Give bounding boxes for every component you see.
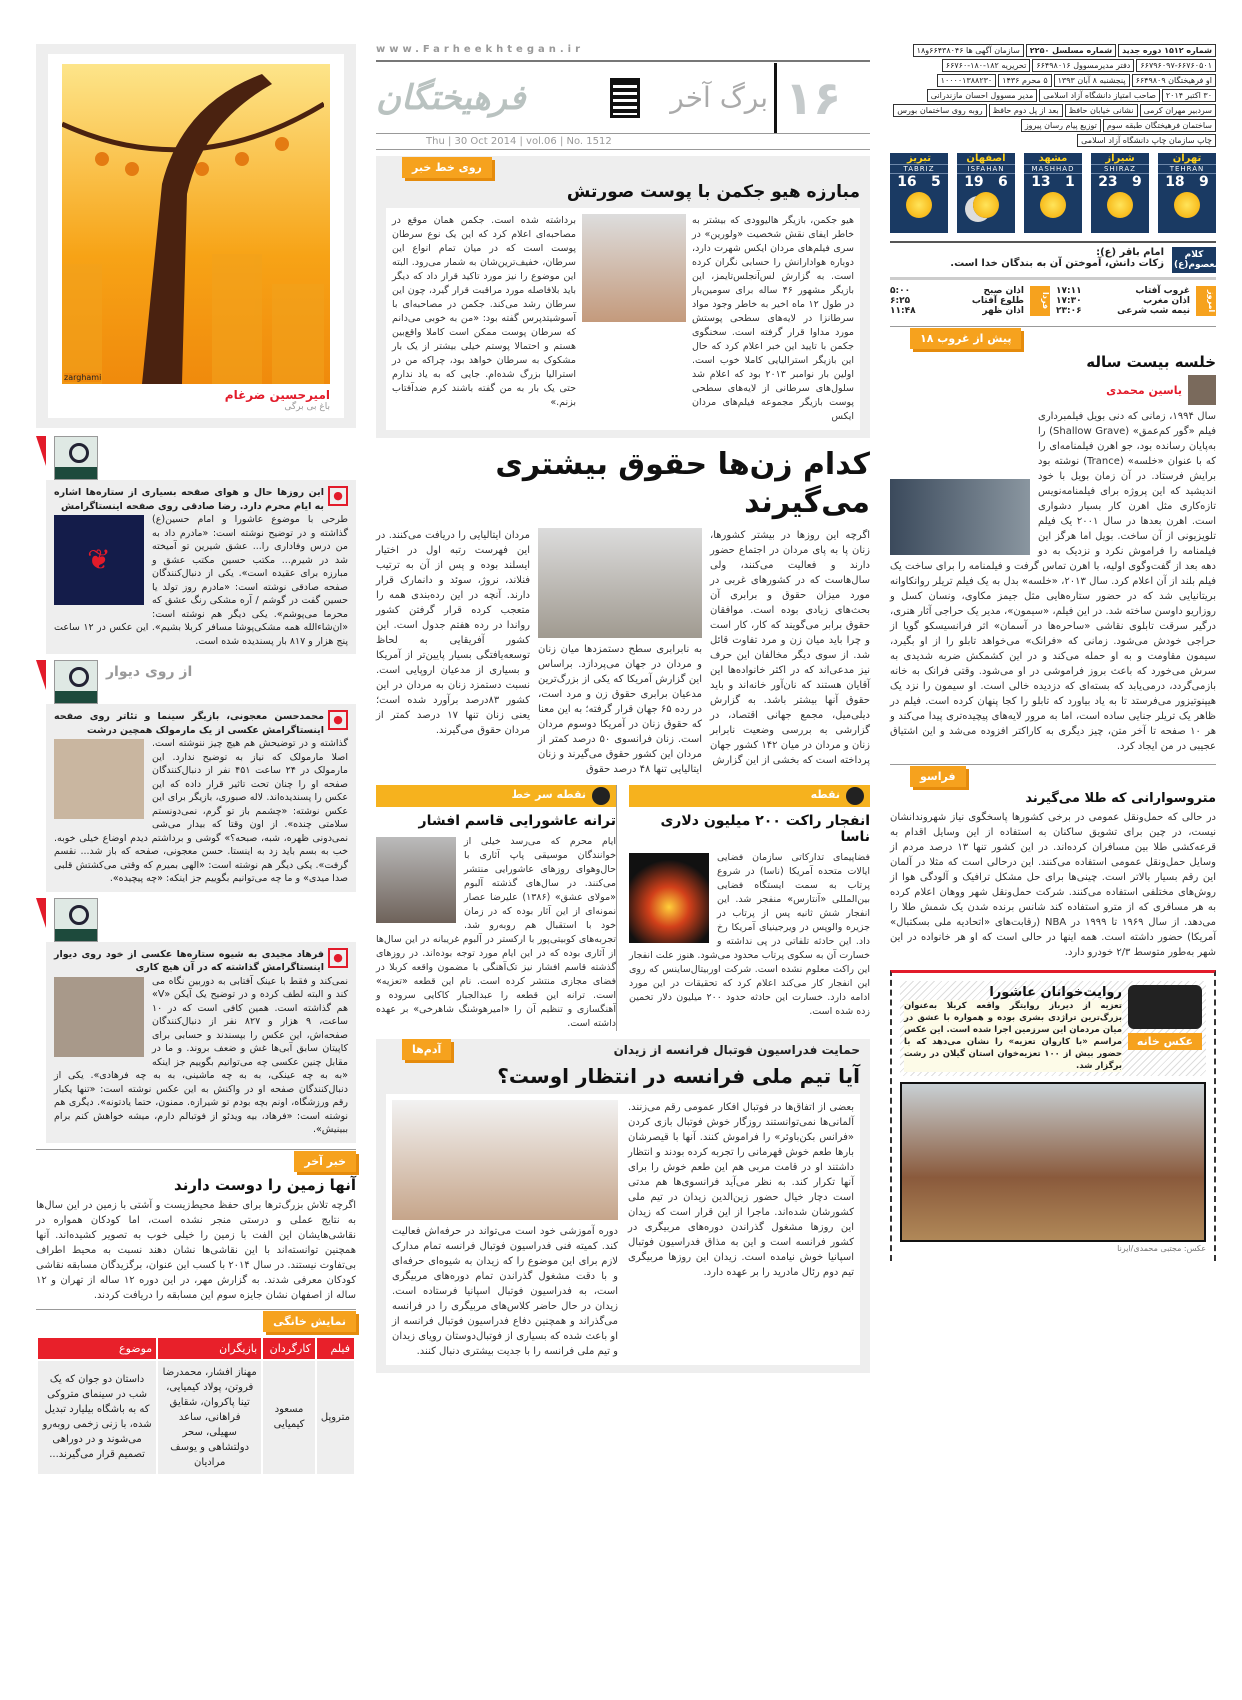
women-col3: مردان ایتالیایی را دریافت می‌کنند. در این فهرست رتبه اول در اختیار ایسلند بوده و پس از آن به ترتیب فنلاند، نروژ، سوئد و دانمارک قرار دارند. آنچه در این رده‌بندی همه را متعجب کرده قرار گرفتن کشور رواندا در رده هفتم جدول است. این کشور آفریقایی به لحاظ توسعه‌یافتگی بسیار پایین‌تر از آمریکا و بسیاری از مدعیان اروپایی است. نسبت دستمزد زنان به مردان در این کشور ۸۳درصد برآورد شده است؛ یعنی زنان تنها ۱۷ درصد کمتر از مردان حقوق می‌گیرند.	[376, 530, 530, 736]
jackman-tag: روی خط خبر	[402, 157, 492, 178]
author-avatar	[1188, 375, 1216, 405]
col-header-director: کارگردان	[263, 1338, 315, 1359]
nasa-body	[629, 851, 870, 1019]
metro-tag: فراسو	[910, 766, 966, 787]
right-column	[890, 44, 1221, 1261]
globe-icon	[846, 787, 864, 805]
zidane-left	[392, 1100, 618, 1359]
wall-item-lead: محمدحسن معجونی، بازیگر سینما و تئاتر روی صفحه اینستاگرامش عکسی از یک مارمولک همچین درشت	[54, 711, 324, 736]
afshar-tag: نقطه سر خط	[511, 788, 586, 801]
weather-mashhad	[1024, 153, 1082, 233]
artwork-title: باغ بی برگی	[284, 402, 330, 412]
photo-frame	[890, 970, 1216, 1261]
city-en: TABRIZ	[890, 165, 948, 174]
camera-icon	[1128, 985, 1202, 1029]
author-line	[890, 375, 1216, 405]
nasa-title: انفجار راکت ۲۰۰ میلیون دلاری ناسا	[660, 813, 870, 845]
temp-low: 9	[1132, 174, 1142, 190]
red-corner-mark	[36, 436, 46, 466]
jackman-col2: برداشته شده است. جکمن همان موقع در مصاحبه‌ای اعلام کرد که این یک نوع سرطان پوست است که در میان تمام انواع این سرطان، خفیف‌ترین‌شان به شمار می‌رود. البته این موضوع را نیز مورد تاکید قرار داد که دیگر باید بلافاصله مورد مراقبت قرار گیرد، چون این سرطان رشد می‌کند. جکمن در مصاحبه‌ای با آسوشیتدپرس گفته بود: «من به خوبی می‌دانم که سرطان پوست ممکن است کاملا واقع‌بین هستم و احتمالا پوستم خیلی بیشتر از یک بار مشکوک به سرطان خواهد بود، چراکه من در استرالیا بزرگ شده‌ام. جایی که به یاد ندارم حتی یک بار به من گفته باشند کرم ضدآفتاب بزنم.»	[392, 215, 576, 408]
instagram-camera-icon	[54, 898, 98, 942]
section-title: برگ آخر	[670, 81, 768, 114]
date-hijri: ۵ محرم ۱۴۳۶	[998, 74, 1051, 87]
cinema-table	[36, 1336, 356, 1476]
trance-film-photo	[890, 479, 1030, 555]
wall-item	[46, 480, 356, 654]
prayer-time: ۲۳:۰۶	[1056, 306, 1082, 316]
weather-panel	[890, 153, 1216, 233]
temp-low: 5	[931, 174, 941, 190]
nasa-text: فضاپیمای تدارکاتی سازمان فضایی ایالات متحده آمریکا (ناسا) در شروع پرتاب به سمت ایستگاه فضایی بین‌المللی «آنتارس» منفجر شد. این انفجار شش ثانیه پس از پرتاب در جزیره والوپس در ویرجینیای آمریکا رخ داد. این حادثه تلفاتی در پی نداشته و خسارت آن به سکوی پرتاب محدود می‌شود. هنوز علت انفجار این راکت معلوم نشده است. شرکت اوربیتال‌ساینس که روی این انفجار کار می‌کند اعلام کرد که تحقیقات در این مورد ادامه دارد. خسارت این حادثه حدود ۲۰۰ میلیون دلار تخمین زده شده است.	[629, 852, 870, 1017]
tazieh-photo	[900, 1082, 1206, 1242]
section-divider	[774, 63, 777, 133]
director-cell: مسعود کیمیایی	[263, 1361, 315, 1474]
prayer-name: اذان صبح	[983, 286, 1024, 296]
column-tag: پیش از غروب ۱۸	[910, 328, 1021, 349]
wall-item-text: گذاشته و در توضیحش هم هیچ چیز ننوشته است. اصلا مارمولک که نیاز به توضیح ندارد. این مارمولک در ۲۴ ساعت ۴۵۱ نفر از دنبال‌کنندگان صفحه او را چنان تحت تاثیر قرار داده که این عکس را پسندیده‌اند. لاله صبوری، بازیگر برای این عکس نوشته: «چشمم باز تو گرم، نمی‌دونستم سلامتی چنده». از اون وقتا که بیدار می‌شی نمی‌دونی ظهره، شبه، صبحه؟» گوشی و برداشتم دیدم اوضاع خیلی خوبه. خب به بسم باید زد به اینستا. حسن معجونی، صفحه که باز شد... نقسم گرفت». یکی دیگر هم نوشته است: «الهی بمیرم که وقتی می‌کشتش قلبی صدا میدی» و ما چه می‌توانیم بگوییم جز اینکه: «چه پیچیده».	[54, 738, 348, 884]
cinema-tag: نمایش خانگی	[263, 1311, 356, 1332]
zidane-col1: بعضی از اتفاق‌ها در فوتبال افکار عمومی رقم می‌زنند. آلمانی‌ها نمی‌توانستند روزگار خوش فوتبال بازی کردن «فرانس بکن‌باوئر» را فراموش کنند. آنها با قیصرشان بارها طعم خوش قهرمانی را تجربه کرده بودند و انتظار داشتند او در قامت مربی هم این طعم خوش را برای آنها تکرار کند. به نظر می‌آید فرانسوی‌ها هم مدتی است دچار خیال حضور زین‌الدین زیدان در تیم ملی کشورشان شده‌اند. ماجرا از این قرار است که زیدان این روزها مشغول گذراندن دوره‌های مربیگری در کشور فرانسه است و این به مذاق فدراسیون فوتبال اسپانیا خوش نیامده است. زیدان این روزها مربیگری تیم دوم رئال مادرید را بر عهده دارد.	[628, 1102, 854, 1278]
page-number: ۱۶	[785, 70, 842, 125]
metro-title: متروسوارانی که طلا می‌گیرند	[1025, 791, 1216, 806]
col-header-plot: موضوع	[38, 1338, 156, 1359]
film-cell: متروپل	[317, 1361, 354, 1474]
weather-tabriz	[890, 153, 948, 233]
sun-icon	[1174, 192, 1200, 218]
column-text: سال ۱۹۹۴، زمانی که دنی بویل فیلمبرداری فیلم «گور کم‌عمق» (Shallow Grave) را به‌پایان رسانده بود، جو اهرن فیلمنامه‌ای را که با عنوان «خلسه» (Trance) نوشته بود برایش فرستاد. در آن زمان بویل با خود اندیشید که این پروژه برای فیلمنامه‌نویس تازه‌کاری مثل اهرن کار بسیار دشواری است. اهرن بعدها در سال ۲۰۰۱ یک فیلم تلویزیونی از آن ساخت. بویل اما هرگز این فیلمنامه را فراموش نکرد و نزدیک به دو دهه بعد از گفت‌وگوی اولیه، با اهرن تماس گرفت و فیلمنامه را برای ساخت یک فیلم بلند از آن اعلام کرد. سال ۲۰۱۳، «خلسه» بدل به یک فیلم تریلر روانکاوانه بریتانیایی شد که در حضور ستاره‌هایی مثل جیمز مکاوی، ونسان کسل و روزاریو داوسن ساخته شد. در این فیلم، «سیمون»، مدیر یک حراجی آثار هنری، درگیر سرقت تابلوی نقاشی «ساحره‌ها در آسمان» اثر فرانسیسکو گویا از حراجی خودش می‌شود. زمانی که «فرانک» می‌خواهد تابلو را از او بگیرد، سیمون مقاومت و به او حمله می‌کند و در این کشمکش ضربه شدیدی به سرش می‌خورد که باعث بروز فراموشی در او می‌شود. وقتی فرانک به خانه بازمی‌گردد، درمی‌یابد که بسته‌ای که دزدیده خالی است. او سیمون را نزد یک هیپنوتیزور می‌فرستد تا به یاد بیاورد که تابلو را کجا پنهان کرده است. فیلم در ظاهر یک تریلر جنایی ساده است، اما به مرور لایه‌های پیچیده‌تری پیدا می‌کند و هر ۱۰ صفحه تا آخر متن، چیز دیگری به کاراکتر افزوده می‌شد و این اشتیاق عجیبی در من ایجاد کرد.	[890, 411, 1217, 752]
zidane-title: آیا تیم ملی فرانسه در انتظار اوست؟	[497, 1064, 860, 1088]
plot-cell: داستان دو جوان که یک شب در سینمای متروکی که به باشگاه بیلیارد تبدیل شده، با زنی زخمی روبه‌رو می‌شوند و در دوراهی تصمیم قرار می‌گیرند...	[38, 1361, 156, 1474]
wall-item-lead: فرهاد مجیدی به شیوه ستاره‌ها عکسی از خود روی دیوار اینستاگرامش گذاشته که در آن هیچ کاری	[54, 948, 324, 973]
photo-text: تعزیه از دیرباز روایتگر واقعه کربلا به‌عنوان بزرگ‌ترین تراژدی بشری بوده و همواره با عشق در میان مردمان این سرزمین اجرا شده است. این عکس مراسم «با کاروان تعزیه» را نشان می‌دهد که با حضور بیش از ۱۰۰ تعزیه‌خوان استان گیلان در رشت برگزار شد.	[904, 1001, 1122, 1071]
city-en: ISFAHAN	[957, 165, 1015, 174]
prayer-tomorrow	[890, 286, 1024, 316]
quote-author: امام باقر (ع):	[1096, 247, 1164, 258]
left-column	[36, 44, 356, 1476]
zidane-box	[376, 1039, 870, 1373]
weather-isfahan	[957, 153, 1015, 233]
artwork-box	[36, 44, 356, 428]
wall-section	[36, 436, 356, 1143]
prayer-today-label: امروز	[1196, 286, 1216, 316]
artwork-frame	[48, 54, 344, 418]
metro-article	[890, 764, 1216, 960]
women-article	[376, 528, 870, 777]
table-row	[38, 1361, 354, 1474]
prayer-time: ۱۷:۱۱	[1056, 286, 1082, 296]
user-icon: ●	[328, 710, 348, 730]
page-icon	[610, 78, 640, 118]
wall-item-text: نمی‌کند و فقط با عینک آفتابی به دوربین نگاه می کند و البته لطف کرده و در توضیح یک آیکن «V» هم گذاشته است. همین کافی است که در ۱۰ ساعت، ۹ هزار و ۸۲۷ نفر از دنبال‌کنندگان صفحه‌اش، این عکس را بپسندند و حسابی برای کاپیتان سابق آبی‌ها غش و ضعف بروند. و ما در مقابل چنین عکسی چه می‌توانیم بگوییم جز اینکه «به به چه عینکی، به به چه ماشینی، به به چه فرهادی». یکی از دنبال‌کنندگان صفحه او در واکنش به این عکس نوشته است: «تنها یکبار رقم ورزشگاه، اونم بچه بودم تو شیرازه. ممنون، حتما یادتونه». دیگری هم نوشته است: «فرهاد، بیه ویدئو از فوتبالم دارم، میشه خواهش کنم برام ببینیش».	[54, 975, 348, 1135]
zidane-photo	[392, 1100, 618, 1220]
cast-cell: مهناز افشار، محمدرضا فروتن، پولاد کیمیایی، تینا پاکروان، شقایق فراهانی، ساعد سهیلی، سحر دولتشاهی و یوسف مرادیان	[158, 1361, 261, 1474]
earth-tag: خبر آخر	[294, 1151, 356, 1172]
address-4: ساختمان فرهیختگان طبقه سوم	[1103, 119, 1216, 132]
user-icon: ●	[328, 948, 348, 968]
photo-title: روایت‌خوانان عاشورا	[989, 985, 1122, 1000]
temp-high: 16	[897, 174, 917, 190]
afshar-article	[376, 785, 617, 1031]
city-fa: شیراز	[1091, 153, 1149, 165]
prayer-time: ۱۱:۴۸	[890, 306, 916, 316]
jackman-inner	[386, 208, 860, 430]
website: www.Farheekhtegan.ir	[376, 44, 584, 55]
zidane-inner	[386, 1094, 860, 1365]
prayer-name: اذان مغرب	[1143, 296, 1190, 306]
prayer-today	[1056, 286, 1190, 316]
nasa-tag: نقطه	[810, 788, 840, 801]
col-header-cast: بازیگران	[158, 1338, 261, 1359]
sms-line: او فرهیختگان ۶۶۴۹۸۰۹	[1132, 74, 1216, 87]
editor-office: دفتر مدیرمسوول ۶۶۴۹۸۰۱۶	[1032, 59, 1134, 72]
afshar-title: ترانه عاشورایی قاسم افشار	[418, 813, 616, 829]
prayer-times	[890, 286, 1216, 316]
red-corner-mark	[36, 660, 46, 690]
city-en: TEHRAN	[1158, 165, 1216, 174]
cinema-section	[36, 1309, 356, 1476]
director: مدیر مسوول احسان مازندرانی	[927, 89, 1038, 102]
afshar-tag-bar	[376, 785, 616, 807]
zidane-subtitle: حمایت فدراسیون فوتبال فرانسه از زیدان	[613, 1043, 860, 1057]
sun-icon	[1040, 192, 1066, 218]
zidane-tag: آدم‌ها	[402, 1039, 451, 1060]
quote-text: زکات دانش، آموختن آن به بندگان خدا است.	[950, 258, 1164, 269]
city-fa: تهران	[1158, 153, 1216, 165]
masthead	[376, 60, 870, 134]
quote-block	[890, 241, 1221, 280]
city-fa: مشهد	[1024, 153, 1082, 165]
printer: چاپ سازمان چاپ دانشگاه آزاد اسلامی	[1077, 134, 1216, 147]
info-block	[890, 44, 1216, 147]
chief-editor: سردبیر مهران کرمی	[1140, 104, 1216, 117]
jackman-box	[376, 156, 870, 438]
rocket-explosion-photo	[629, 853, 709, 943]
women-col1: اگرچه این روزها در بیشتر کشورها، زنان پا به پای مردان در اجتماع حضور دارند و فعالیت می‌کنند، ولی سال‌هاست که در کشورهای غربی در مورد میزان حقوق و برابری آن بحث‌های زیادی بوده است. موافقان حقوق برابر می‌گویند که کار، کار است و چرا باید میان زن و مرد تفاوت قائل شد. از سوی دیگر مخالفان این حرف نیز مدعی‌اند که در اکثر خانواده‌ها این آقایان هستند که نان‌آور خانه‌اند و باید حقوق آنها بیشتر باشد. به گزارش دیلی‌میل، مجمع جهانی اقتصاد، در گزارشی به بررسی وضعیت نابرابر زنان و مردان در میان ۱۴۲ کشور جهان پرداخته است که بخشی از این گزارش	[710, 530, 870, 766]
red-corner-mark	[36, 898, 46, 928]
wall-item-lead: این روزها حال و هوای صفحه بسیاری از ستاره‌ها اشاره به ایام محرم دارد. رضا صادقی روی صفحه اینستاگرامش	[54, 487, 324, 512]
jackman-col1: هیو جکمن، بازیگر هالیوودی که بیشتر به خاطر ایفای نقش شخصیت «ولورین» در سری فیلم‌های مردان ایکس شهرت دارد، دوباره هوادارانش را حسابی نگران کرده است. به گزارش لس‌آنجلس‌تایمز، این بازیگر مشهور ۴۶ ساله برای سومین‌بار در طول ۱۲ ماه اخیر به خاطر وجود مواد سرطانزا در لایه‌های سطحی پوستش مورد مداوا قرار گرفته است. سخنگوی جکمن با تایید این خبر اعلام کرد که حال این بازیگر استرالیایی کاملا خوب است. اولین بار نوامبر ۲۰۱۳ بود که اعلام شد سلول‌های سرطانی از لایه‌های سطحی پوست بازیگر مجموعه فیلم‌های مردان ایکس	[692, 215, 854, 422]
quote-body	[950, 247, 1164, 273]
partly-cloudy-icon	[973, 192, 999, 218]
globe-icon	[592, 787, 610, 805]
sun-icon	[906, 192, 932, 218]
hugh-jackman-photo	[582, 214, 686, 322]
temp-low: 9	[1199, 174, 1209, 190]
wall-item-text: طرحی با موضوع عاشورا و امام حسین(ع) گذاشته و در توضیح نوشته است: «مادرم داد به من درس وفاداری را... عشق شیرین تو آمیخته شد در شیرم... مکتب حسین مکتب عشق و مبارزه برای عقیده است». یکی از دنبال‌کنندگان صفحه صادقی نوشته است: «مادرم روز تولد یا حسین گفت در گوشم / آره مشکی رنگ عشق که محرما می‌پوشم». یکی دیگر هم نوشته است: «ان‌شاءالله همه مشکی‌پوشا مسافر کربلا بشیم». این عکس در ۱۲ ساعت پنج هزار و ۸۱۷ بار پسندیده شده است.	[54, 514, 349, 647]
metro-text: در حالی که حمل‌ونقل عمومی در برخی کشورها پاسخگوی نیاز شهروندانشان نیست، در چین برای تشویق ساکنان به استفاده از این وسایل اقدام به قرعه‌کشی طلا بین مسافران کرده‌اند. در این کشور تنها ۱۳ درصد مردم از وسایل حمل‌ونقل عمومی استفاده می‌کنند. این درحالی است که مثلا در آلمان این رقم بسیار بالاتر است. چینی‌ها برای حل مشکل ترافیک و آلودگی هوا از روش‌های مختلفی استفاده می‌کنند. شرکت حمل‌ونقل شهر ووهان اعلام کرده به هر مسافری که از مترو استفاده کند شانس برنده شدن یک شمش طلا را می‌دهد. از سال ۱۹۶۹ تا ۱۹۹۹ در NBA (رقابت‌های «اتحادیه ملی بسکتبال» آمریکا) حضور داشته است. همه اینها در حالی است که او هر خانواده در این شهر به‌طور متوسط ۲/۳ خودرو دارد.	[890, 812, 1217, 958]
weather-shiraz	[1091, 153, 1149, 233]
tree-illustration	[62, 64, 324, 384]
city-fa: اصفهان	[957, 153, 1015, 165]
earth-text: اگرچه تلاش بزرگ‌ترها برای حفظ محیط‌زیست و آشتی با زمین در این سال‌ها به نتایج عملی و درستی منجر نشده است، اما کودکان همواره در نقاشی‌هایشان این الفت با زمین را خیلی خوب به تصویر کشیده‌اند. آنها همچنین توانسته‌اند با این نقاشی‌ها نشان دهند نسبت به محیط اطراف بی‌تفاوت نیستند. در سال ۲۰۱۴ با کسب این عنوان، برگزیدگان مسابقه نقاشی کودکان معرفی شدند. به گزارش مهر، در این دوره ۱۲ ساله از تهران و ۱۲ ساله از اصفهان نشان جایزه سوم این مسابقه را دریافت کردند.	[36, 1199, 357, 1301]
afshar-text: ایام محرم که می‌رسد خیلی از خوانندگان موسیقی پاپ آثاری با حال‌وهوای روزهای عاشورایی منتشر می‌کنند. در سال‌های گذشته آلبوم «مولای عشق» (۱۳۸۶) علیرضا عصار نمونه‌ای از این آثار بوده که در زمان خود با استقبال هم روبه‌رو شد. تجربه‌های کوبیتی‌پور با ارکستر در آلبوم غریبانه در این سال‌ها از آثاری بوده که در این ایام مورد توجه بوده‌اند. در روزهای گذشته قاسم افشار نیز تک‌آهنگی با مضمون واقعه کربلا در فضای مجازی منتشر کرده است. نام این قطعه «تعزیه» است. ترانه این قطعه را عبدالجبار کاکایی سروده و آهنگسازی و تنظیم آن را «امیرهوشنگ شاهرخی» بر عهده داشته است.	[376, 836, 616, 1029]
points-row	[376, 785, 870, 1031]
issue-number: شماره ۱۵۱۲ دوره جدید	[1118, 44, 1216, 57]
afshar-body	[376, 835, 616, 1031]
serial-number: شماره مسلسل ۲۲۵۰	[1026, 44, 1116, 57]
wall-item	[46, 704, 356, 892]
ads-phone: سازمان آگهی ها ۶۶۴۳۸۰۴۶و۱۸	[913, 44, 1024, 57]
date-en: ۳۰ اکتبر ۲۰۱۴	[1162, 89, 1216, 102]
prayer-time: ۵:۰۰	[890, 286, 911, 296]
address-3: روبه روی ساختمان بورس	[893, 104, 986, 117]
user-icon: ●	[328, 486, 348, 506]
column-title: خلسه بیست ساله	[1086, 353, 1216, 371]
women-middle	[538, 528, 702, 777]
prayer-name: نیمه شب شرعی	[1117, 306, 1190, 316]
postal-code: ۱۰۰۰۰۱۳۸۸۲۳۰	[937, 74, 997, 87]
temp-high: 19	[964, 174, 984, 190]
artwork-image	[62, 64, 330, 384]
city-en: MASHHAD	[1024, 165, 1082, 174]
artwork-signature: zarghami	[64, 373, 102, 382]
photo-caption	[904, 985, 1122, 1072]
wall-head	[36, 436, 356, 480]
zidane-col2: دوره آموزشی خود است می‌تواند در حرفه‌اش فعالیت کند. کمیته فنی فدراسیون فوتبال فرانسه تمام مدارک لازم برای این موضوع را که زیدان به شیوه‌ای حرفه‌ای و با دقت مشغول گذراندن تمام دوره‌های مربیگری است، به فدراسیون فوتبال اسپانیا فرستاده است. زیدان در حال حاضر کلاس‌های مربیگری را در فرانسه می‌گذراند و همچنین دفاع فدراسیون فوتبال فرانسه از او باعث شده که بسیاری از فوتبال‌دوستان رویای زیدان و تیم ملی فرانسه را با جدیت بیشتری دنبال کنند.	[392, 1226, 618, 1357]
print-fax: ۶۶۷۹۶۰۹۷-۶۶۷۶۰۵۰۱	[1136, 59, 1216, 72]
col-header-film: فیلم	[317, 1338, 354, 1359]
address-2: بعد از پل دوم حافظ	[989, 104, 1063, 117]
prayer-name: طلوع آفتاب	[971, 296, 1024, 306]
temp-low: 6	[998, 174, 1008, 190]
prayer-time: ۱۷:۳۰	[1056, 296, 1082, 306]
photo-tag: عکس خانه	[1128, 1033, 1202, 1050]
nasa-article	[629, 785, 870, 1031]
wall-heading: از روی دیوار	[106, 664, 193, 680]
author-name: یاسین محمدی	[1106, 383, 1182, 397]
middle-column	[376, 44, 870, 1373]
photo-badge	[1128, 985, 1202, 1072]
date-fa: پنجشنبه ۸ آبان ۱۳۹۳	[1054, 74, 1130, 87]
city-en: SHIRAZ	[1091, 165, 1149, 174]
women-col2: به نابرابری سطح دستمزدها میان زنان و مردان در جهان می‌پردازد. براساس این گزارش آمریکا که یکی از بزرگ‌ترین مدعیان برابری حقوق زن و مرد است، در رده ۶۵ جهان قرار گرفته؛ به این معنا که حقوق زنان در آمریکا دوسوم مردان است. زنان فرانسوی ۵۰ درصد کمتر از مردان این کشور حقوق می‌گیرند و زنان ایتالیایی تنها ۴۸ درصد حقوق	[538, 644, 702, 775]
prayer-name: غروب آفتاب	[1135, 286, 1190, 296]
ya-hossein-image: ❦	[54, 515, 144, 605]
earth-title: آنها زمین را دوست دارند	[174, 1175, 356, 1194]
prayer-name: اذان ظهر	[982, 306, 1024, 316]
artist-name: امیرحسین ضرغام	[224, 388, 330, 402]
column-article	[890, 326, 1216, 754]
temp-high: 18	[1165, 174, 1185, 190]
photo-caption-box	[900, 981, 1206, 1076]
nasa-tag-bar	[629, 785, 870, 807]
dateline: Thu | 30 Oct 2014 | vol.06 | No. 1512	[376, 134, 870, 150]
distribution: توزیع پیام رسان پیروز	[1021, 119, 1101, 132]
sun-icon	[1107, 192, 1133, 218]
temp-high: 23	[1098, 174, 1118, 190]
newspaper-logo: فرهیختگان	[376, 77, 526, 118]
zidane-head	[386, 1039, 860, 1060]
photo-credit: عکس: مجتبی محمدی/ایرنا	[1117, 1244, 1206, 1253]
prayer-time: ۶:۲۵	[890, 296, 911, 306]
quote-label: کلام معصوم(ع)	[1172, 247, 1216, 273]
wall-head	[36, 898, 356, 942]
women-title: کدام زن‌ها حقوق بیشتری می‌گیرند	[495, 447, 870, 520]
earth-article	[36, 1149, 356, 1303]
qasem-afshar-photo	[376, 837, 456, 923]
lizard-image	[54, 739, 144, 819]
weather-tehran	[1158, 153, 1216, 233]
address-1: نشانی خیابان حافظ	[1065, 104, 1138, 117]
instagram-camera-icon	[54, 660, 98, 704]
farhad-majidi-image	[54, 977, 144, 1057]
column-body	[890, 409, 1216, 754]
wall-head	[36, 660, 356, 704]
editorial-phone: تحریریه ۱۸۲-۱۸۰-۶۶۷۶۰	[942, 59, 1031, 72]
women-race-photo	[538, 528, 702, 638]
prayer-tomorrow-label: فردا	[1030, 286, 1050, 316]
city-fa: تبریز	[890, 153, 948, 165]
instagram-camera-icon	[54, 436, 98, 480]
jackman-title: مبارزه هیو جکمن با پوست صورتش	[566, 182, 860, 202]
owner: صاحب امتیاز دانشگاه آزاد اسلامی	[1039, 89, 1160, 102]
temp-low: 1	[1065, 174, 1075, 190]
temp-high: 13	[1031, 174, 1051, 190]
wall-item	[46, 942, 356, 1143]
